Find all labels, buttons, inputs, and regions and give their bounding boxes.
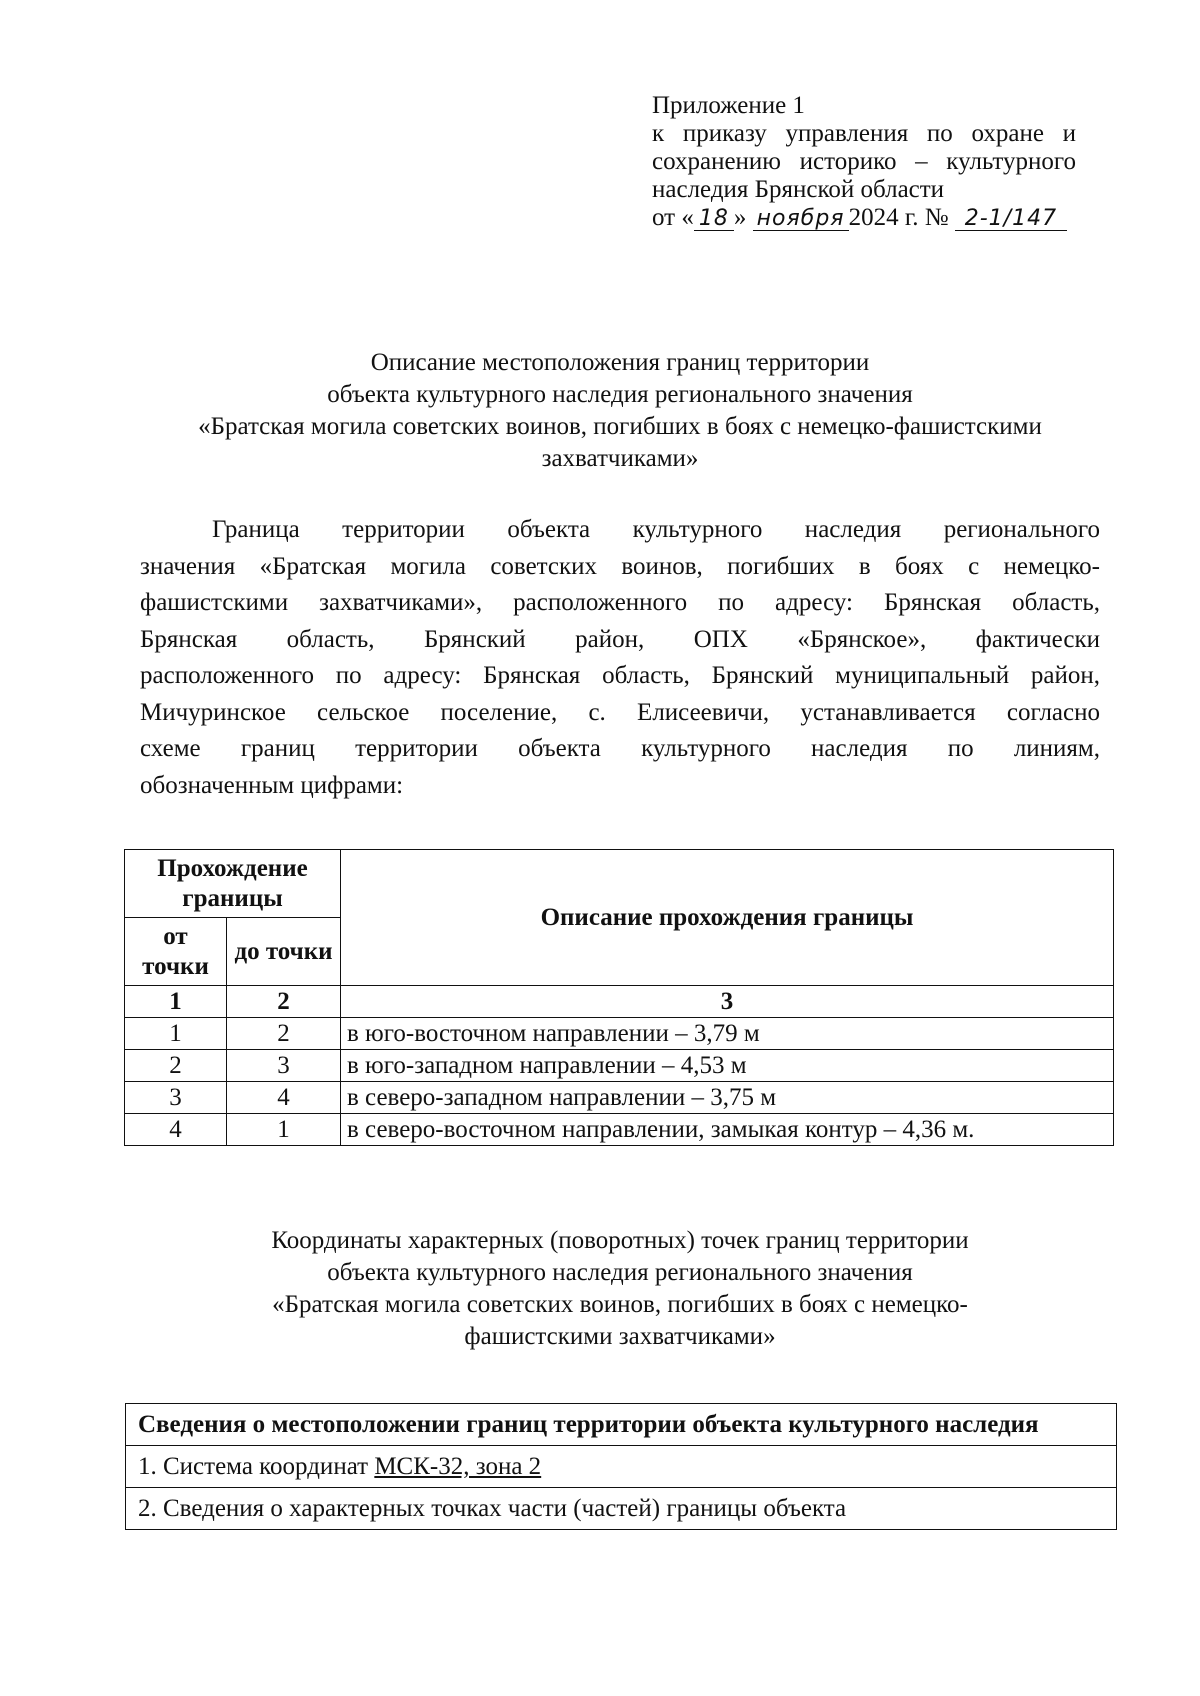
to-point: 3 bbox=[227, 1050, 341, 1082]
boundary-description: в северо-западном направлении – 3,75 м bbox=[341, 1082, 1114, 1114]
to-point: 1 bbox=[227, 1114, 341, 1146]
boundary-description: в северо-восточном направлении, замыкая контур – 4,36 м. bbox=[341, 1114, 1114, 1146]
boundary-description: в юго-восточном направлении – 3,79 м bbox=[341, 1018, 1114, 1050]
coordinate-system-value: МСК-32, зона 2 bbox=[374, 1453, 542, 1480]
column-number: 3 bbox=[341, 986, 1114, 1018]
table-row bbox=[125, 1050, 1114, 1082]
boundary-description: в юго-западном направлении – 4,53 м bbox=[341, 1050, 1114, 1082]
points-info-row: 2. Сведения о характерных точках части (частей) границы объекта bbox=[126, 1488, 1117, 1530]
header-to-point: до точки bbox=[227, 918, 341, 986]
appendix-line: сохранению историко – культурного bbox=[652, 148, 1076, 175]
location-info-table bbox=[125, 1403, 1117, 1530]
coordinate-system-row: 1. Система координат МСК-32, зона 2 bbox=[126, 1446, 1117, 1488]
column-number: 1 bbox=[125, 986, 227, 1018]
order-year: 2024 г. № bbox=[848, 204, 949, 231]
table-row bbox=[125, 1082, 1114, 1114]
column-number: 2 bbox=[227, 986, 341, 1018]
order-month-handwritten: ноября bbox=[753, 208, 849, 231]
table-row bbox=[125, 1114, 1114, 1146]
from-point: 1 bbox=[125, 1018, 227, 1050]
to-point: 2 bbox=[227, 1018, 341, 1050]
boundary-paragraph: Граница территории объекта культурного наследия регионального значения «Братская могила советских воинов, погибших в боях с немецко- фашистскими захватчиками», расположенного по адресу: Брянская область, Брянская область, Брянский район, ОПХ «Брянское», фактически расположенного по адресу: Брянская область, Брянский муниципальный район, Мичуринское сельское поселение, с. Елисеевичи, устанавливается согласно схеме границ территории объекта культурного наследия по линиям, обозначенным цифрами: bbox=[140, 516, 1100, 799]
from-point: 3 bbox=[125, 1082, 227, 1114]
appendix-line: наследия Брянской области bbox=[652, 176, 945, 203]
boundary-table bbox=[124, 849, 1114, 1146]
order-number-handwritten: 2-1/147 bbox=[955, 208, 1067, 231]
from-point: 2 bbox=[125, 1050, 227, 1082]
description-title: Описание местоположения границ территории объекта культурного наследия регионального значения «Братская могила советских воинов, погибших в боях с немецко-фашистскими захватчиками» bbox=[198, 349, 1042, 472]
order-day-handwritten: 18 bbox=[694, 208, 734, 231]
info-header: Сведения о местоположении границ территории объекта культурного наследия bbox=[126, 1404, 1117, 1446]
header-description: Описание прохождения границы bbox=[341, 850, 1114, 986]
header-passage: Прохождение границы bbox=[125, 850, 341, 918]
appendix-title: Приложение 1 bbox=[652, 92, 805, 119]
appendix-line: к приказу управления по охране и bbox=[652, 120, 1076, 147]
from-point: 4 bbox=[125, 1114, 227, 1146]
table-row bbox=[125, 1018, 1114, 1050]
coordinates-title: Координаты характерных (поворотных) точек границ территории объекта культурного наследия регионального значения «Братская могила советских воинов, погибших в боях с немецко- фашистскими захватчиками» bbox=[271, 1227, 969, 1350]
order-date-line: от « 18 » ноября 2024 г. № 2-1/147 bbox=[652, 204, 1076, 232]
appendix-block bbox=[652, 92, 1076, 232]
to-point: 4 bbox=[227, 1082, 341, 1114]
header-from-point: от точки bbox=[125, 918, 227, 986]
